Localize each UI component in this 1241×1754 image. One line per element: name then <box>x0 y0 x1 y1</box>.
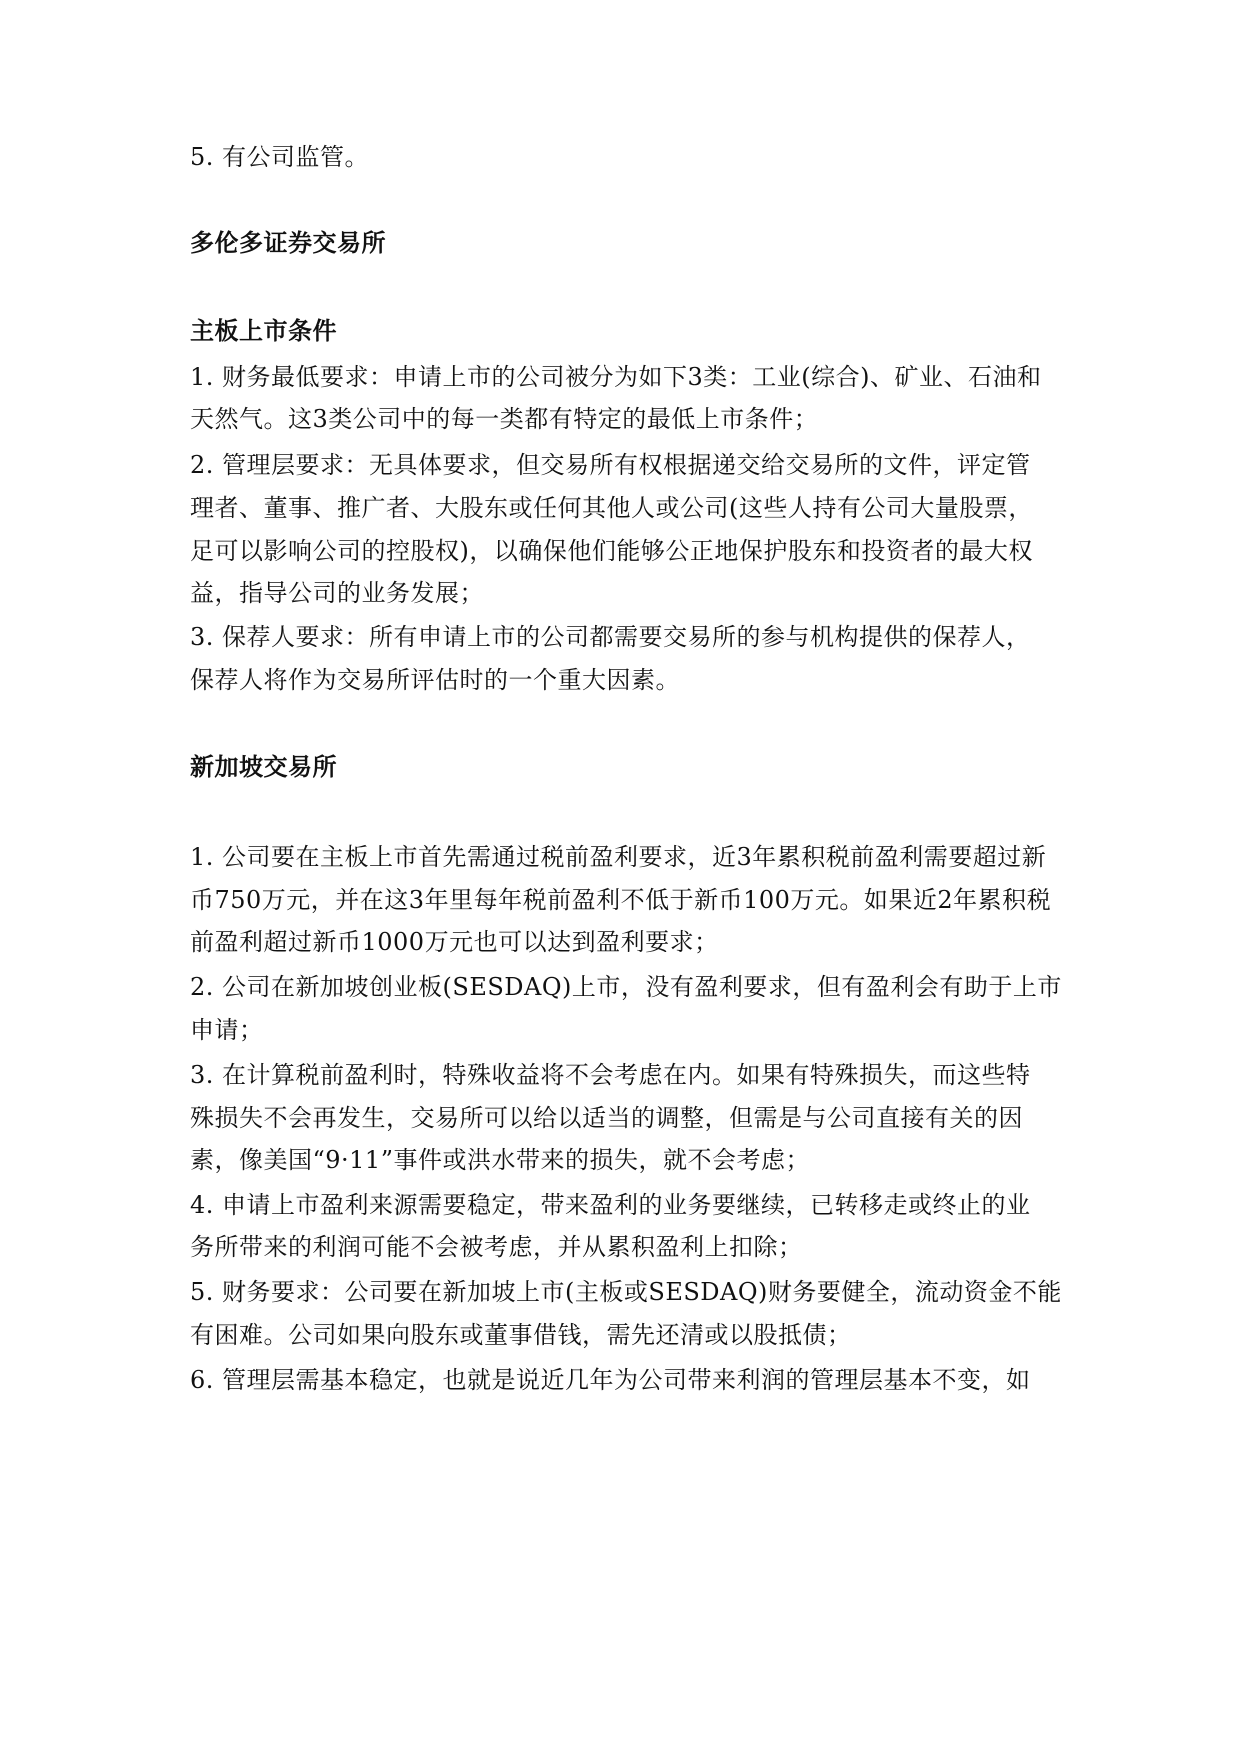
paragraph-line: 有困难。公司如果向股东或董事借钱，需先还清或以股抵债； <box>190 1321 852 1349</box>
paragraph-line: 前盈利超过新币1000万元也可以达到盈利要求； <box>190 928 719 956</box>
paragraph-line: 5. 财务要求：公司要在新加坡上市(主板或SESDAQ)财务要健全，流动资金不能 <box>190 1278 1062 1306</box>
paragraph-line: 素，像美国“9·11”事件或洪水带来的损失，就不会考虑； <box>190 1146 810 1174</box>
paragraph-line: 3. 保荐人要求：所有申请上市的公司都需要交易所的参与机构提供的保荐人， <box>190 623 1031 651</box>
paragraph-line: 理者、董事、推广者、大股东或任何其他人或公司(这些人持有公司大量股票， <box>190 494 1033 522</box>
paragraph-line: 4. 申请上市盈利来源需要稳定，带来盈利的业务要继续，已转移走或终止的业 <box>190 1191 1031 1219</box>
section-heading-singapore: 新加坡交易所 <box>190 753 337 781</box>
subheading-main-board-conditions: 主板上市条件 <box>190 317 337 345</box>
paragraph-line: 益，指导公司的业务发展； <box>190 579 484 607</box>
paragraph-line: 币750万元，并在这3年里每年税前盈利不低于新币100万元。如果近2年累积税 <box>190 886 1052 914</box>
paragraph-line: 申请； <box>190 1016 264 1044</box>
paragraph-line: 2. 公司在新加坡创业板(SESDAQ)上市，没有盈利要求，但有盈利会有助于上市 <box>190 973 1062 1001</box>
paragraph-line: 殊损失不会再发生，交易所可以给以适当的调整，但需是与公司直接有关的因 <box>190 1104 1023 1132</box>
paragraph-line: 6. 管理层需基本稳定，也就是说近几年为公司带来利润的管理层基本不变，如 <box>190 1366 1031 1394</box>
paragraph-line: 天然气。这3类公司中的每一类都有特定的最低上市条件； <box>190 405 819 433</box>
paragraph-line: 2. 管理层要求：无具体要求，但交易所有权根据递交给交易所的文件，评定管 <box>190 451 1031 479</box>
paragraph-line: 足可以影响公司的控股权)，以确保他们能够公正地保护股东和投资者的最大权 <box>190 537 1033 565</box>
list-item-5-company-supervision: 5. 有公司监管。 <box>190 143 370 171</box>
paragraph-line: 务所带来的利润可能不会被考虑，并从累积盈利上扣除； <box>190 1233 803 1261</box>
paragraph-line: 1. 财务最低要求：申请上市的公司被分为如下3类：工业(综合)、矿业、石油和 <box>190 363 1042 391</box>
paragraph-line: 保荐人将作为交易所评估时的一个重大因素。 <box>190 666 680 694</box>
section-heading-toronto: 多伦多证券交易所 <box>190 229 386 257</box>
paragraph-line: 1. 公司要在主板上市首先需通过税前盈利要求，近3年累积税前盈利需要超过新 <box>190 843 1047 871</box>
paragraph-line: 3. 在计算税前盈利时，特殊收益将不会考虑在内。如果有特殊损失，而这些特 <box>190 1061 1031 1089</box>
